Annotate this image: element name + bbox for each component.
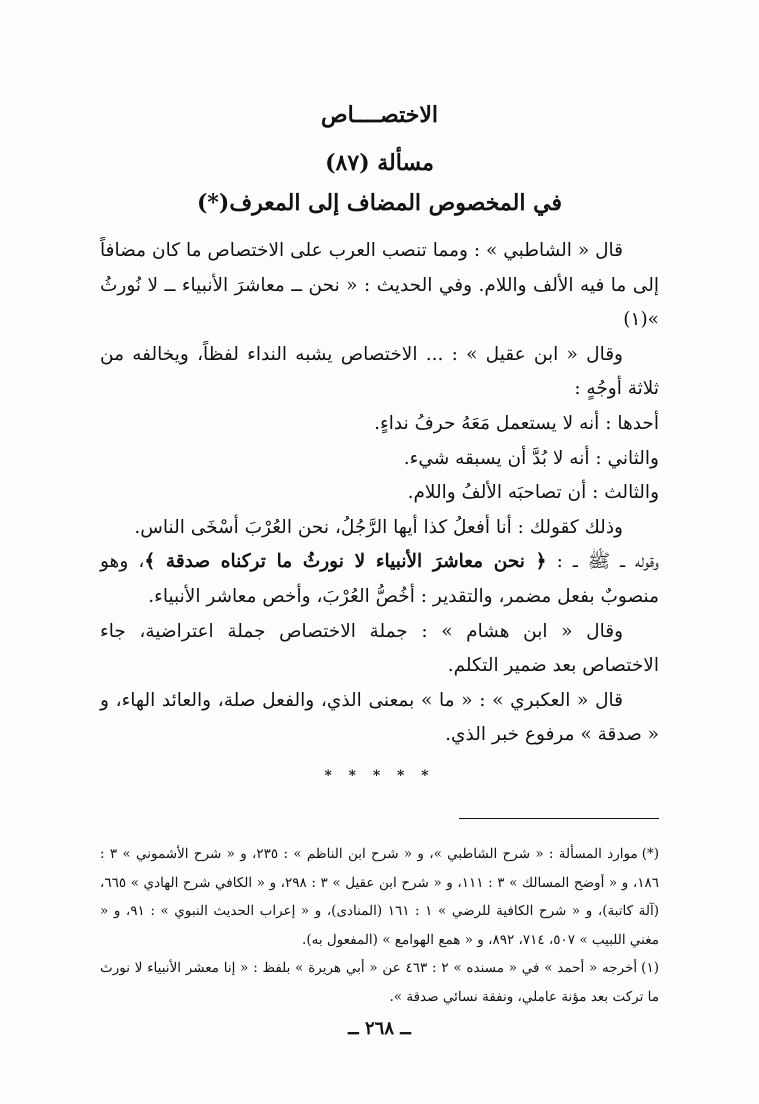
paragraph-ibn-hisham: وقال « ابن هشام » : جملة الاختصاص جملة اعتراضية، جاء الاختصاص بعد ضمير التكلم. — [100, 620, 659, 677]
paragraph-ukbari: قال « العكبري » : « ما » بمعنى الذي، والفعل صلة، والعائد الهاء، و « صدقة » مرفوع خبر الذي. — [100, 689, 659, 746]
hadith-quote: ﴿ نحن معاشرَ الأنبياء لا نورثُ ما تركناه صدقة ﴾ — [144, 551, 547, 573]
footnote-sources-text: موارد المسألة : « شرح الشاطبي »، و « شرح ابن الناظم » : ٢٣٥، و « شرح الأشموني » ٣ : ١٨٦، و « أوضح المسالك » ٣ : ١١١، و « شرح ابن عقيل » ٣ : ٢٩٨، و « الكافي شرح الهادي » ٦٦٥، (آلة كاتبة)، و « شرح الكافية للرضي » ١ : ١٦١ (المنادى)، و « إعراب الحديث النبوي » : ٩١، و « مغني اللبيب » ٥٠٧، ٧١٤، ٨٩٢، و « همع الهوامع » (المفعول به). — [100, 846, 660, 948]
main-text — [100, 234, 659, 753]
paragraph-example: وذلك كقولك : أنا أفعلُ كذا أيها الرَّجُلُ، نحن العُرْبَ أسْخَى الناس. — [134, 516, 623, 538]
footnote-mark-star: (*) — [641, 846, 660, 862]
footnote-divider — [459, 818, 659, 819]
paragraph-second-aspect: والثاني : أنه لا بُدَّ أن يسبقه شيء. — [403, 447, 659, 469]
section-title: الاختصــــاص — [320, 102, 439, 128]
footnote-sources — [100, 840, 659, 954]
section-separator-stars: * * * * * — [324, 768, 435, 784]
hadith-explanation: ، وهو منصوبٌ بفعل مضمر، والتقدير : أخُصُّ العُرْبَ، وأخص معاشر الأنبياء. — [100, 551, 659, 607]
page-number: ــ ٢٦٨ ــ — [348, 1018, 411, 1039]
footnote-mark-one: (١) — [641, 960, 659, 976]
footnote-hadith-text: أخرجه « أحمد » في « مسنده » ٢ : ٤٦٣ عن « أبي هريرة » بلفظ : « إنا معشر الأنبياء لا نورث ما تركت بعد مؤنة عاملي، ونفقة نسائي صدقة ». — [100, 960, 659, 1005]
hadith-intro: وقوله ــ ﷺ ــ : — [546, 551, 659, 573]
paragraph-shatibi: قال « الشاطبي » : ومما تنصب العرب على الاختصاص ما كان مضافاً إلى ما فيه الألف واللام. وفي الحديث : « نحن ــ معاشرَ الأنبياء ــ لا نُورثُ »(١) — [100, 240, 659, 331]
footnotes — [100, 840, 659, 1011]
paragraph-ibn-aqil: وقال « ابن عقيل » : ... الاختصاص يشبه النداء لفظاً، ويخالفه من ثلاثة أوجُهٍ : — [100, 343, 659, 400]
footnote-hadith-source — [100, 954, 659, 1011]
paragraph-first-aspect: أحدها : أنه لا يستعمل مَعَهُ حرفُ نداءٍ. — [374, 412, 659, 434]
issue-title: مسألة (٨٧) — [325, 150, 434, 176]
paragraph-hadith — [100, 545, 659, 614]
paragraph-third-aspect: والثالث : أن تصاحبَه الألفُ واللام. — [407, 482, 659, 504]
subject-title: في المخصوص المضاف إلى المعرف(*) — [197, 190, 562, 216]
